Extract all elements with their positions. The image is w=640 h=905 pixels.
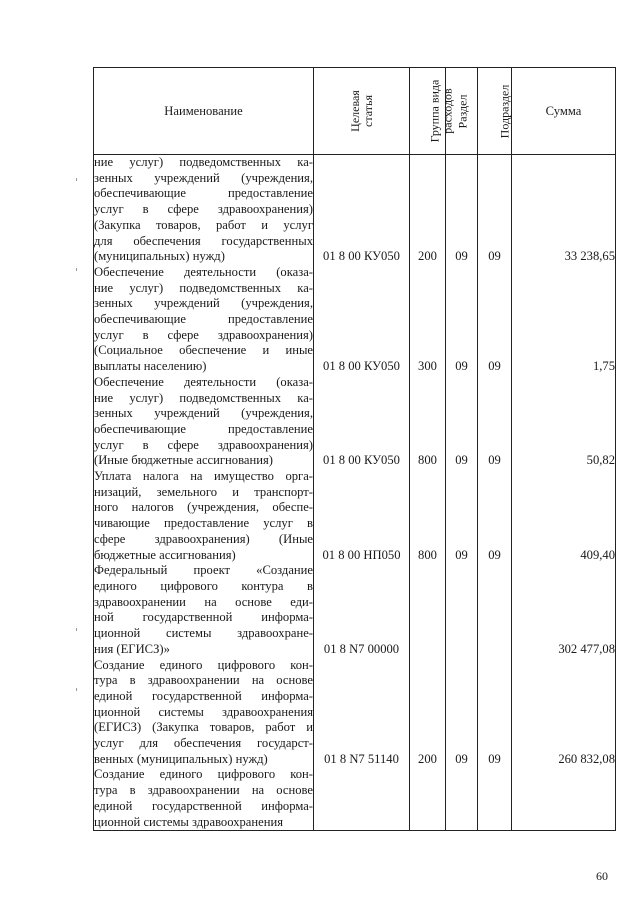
row-amount: 33 238,65 [512,155,616,265]
scan-margin-mark [76,628,77,631]
row-name-line: (Иные бюджетные ассигнования) [94,453,273,468]
table-row [94,375,616,469]
row-amount: 1,75 [512,265,616,375]
row-section: 09 [446,155,478,265]
header-expense-group: Группа вида расходов [410,68,446,155]
row-amount: 50,82 [512,375,616,469]
row-section: 09 [446,658,478,768]
table-row [94,658,616,768]
row-name-line: (Закупка товаров, работ и услуг [94,217,313,232]
row-name [94,155,314,265]
row-amount: 409,40 [512,469,616,563]
table-row [94,265,616,375]
table-row [94,155,616,265]
row-amount [512,767,616,830]
table-row [94,563,616,657]
row-name-line: услуг для обеспечения государст- [94,736,313,751]
row-name-line: ционной системы здравоохранения [94,814,283,829]
row-expense-group: 800 [410,469,446,563]
row-target-article: 01 8 00 КУ050 [314,265,410,375]
row-name-line: обеспечивающие предоставление [94,312,313,327]
row-name [94,658,314,768]
table-row [94,469,616,563]
row-name-line: для обеспечения государственных [94,233,313,248]
row-name-line: (муниципальных) нужд) [94,249,225,264]
row-target-article [314,767,410,830]
row-name-line: Обеспечение деятельности (оказа- [94,264,313,279]
row-subsection [478,563,512,657]
row-name-line: единой государственной информа- [94,798,313,813]
row-name-line: Уплата налога на имущество орга- [94,469,313,484]
row-name-line: венных (муниципальных) нужд) [94,751,268,766]
row-subsection: 09 [478,155,512,265]
row-expense-group: 200 [410,658,446,768]
row-name-line: ной государственной информа- [94,610,313,625]
header-amount: Сумма [512,68,616,155]
budget-table [93,67,616,831]
row-section [446,767,478,830]
row-name-line: сфере здравоохранения) (Иные [94,531,313,546]
row-target-article: 01 8 N7 00000 [314,563,410,657]
row-name-line: Создание единого цифрового кон- [94,767,313,782]
row-target-article: 01 8 00 НП050 [314,469,410,563]
row-name [94,563,314,657]
row-name-line: обеспечивающие предоставление [94,421,313,436]
row-amount: 302 477,08 [512,563,616,657]
row-name-line: ного налогов (учреждения, обеспе- [94,500,313,515]
row-name-line: Федеральный проект «Создание [94,563,313,578]
row-expense-group: 200 [410,155,446,265]
row-name-line: (ЕГИСЗ) (Закупка товаров, работ и [94,720,313,735]
row-target-article: 01 8 00 КУ050 [314,155,410,265]
row-name [94,469,314,563]
row-name [94,375,314,469]
header-target-article: Целевая статья [314,68,410,155]
row-subsection: 09 [478,658,512,768]
row-subsection: 09 [478,469,512,563]
row-target-article: 01 8 00 КУ050 [314,375,410,469]
table-header-row [94,68,616,155]
row-name-line: чивающие предоставление услуг в [94,516,313,531]
row-expense-group: 300 [410,265,446,375]
row-name-line: тура в здравоохранении на основе [94,783,313,798]
row-name-line: ния (ЕГИСЗ)» [94,641,170,656]
table-row [94,767,616,830]
row-name-line: здравоохранении на основе еди- [94,594,313,609]
row-section: 09 [446,469,478,563]
row-name [94,265,314,375]
row-name-line: (Социальное обеспечение и иные [94,343,313,358]
row-amount: 260 832,08 [512,658,616,768]
row-name-line: ние услуг) подведомственных ка- [94,390,313,405]
row-name-line: услуг в сфере здравоохранения) [94,437,313,452]
row-expense-group [410,767,446,830]
row-name-line: Создание единого цифрового кон- [94,657,313,672]
row-name-line: услуг в сфере здравоохранения) [94,327,313,342]
row-name-line: тура в здравоохранении на основе [94,673,313,688]
row-name-line: единой государственной информа- [94,688,313,703]
row-expense-group [410,563,446,657]
row-name-line: обеспечивающие предоставление [94,186,313,201]
row-subsection: 09 [478,375,512,469]
row-name-line: выплаты населению) [94,359,207,374]
page-number: 60 [596,869,608,883]
row-name-line: зенных учреждений (учреждения, [94,406,313,421]
row-name-line: зенных учреждений (учреждения, [94,170,313,185]
header-subsection: Подраздел [478,68,512,155]
row-section: 09 [446,375,478,469]
row-name-line: единого цифрового контура в [94,578,313,593]
row-subsection [478,767,512,830]
row-name-line: ционной системы здравоохранения [94,704,313,719]
row-name [94,767,314,830]
row-name-line: ционной системы здравоохране- [94,626,313,641]
row-section [446,563,478,657]
scan-margin-mark [76,268,77,271]
row-name-line: бюджетные ассигнования) [94,547,236,562]
row-name-line: Обеспечение деятельности (оказа- [94,374,313,389]
row-name-line: зенных учреждений (учреждения, [94,296,313,311]
row-section: 09 [446,265,478,375]
header-name: Наименование [94,68,314,155]
row-name-line: услуг в сфере здравоохранения) [94,202,313,217]
row-target-article: 01 8 N7 51140 [314,658,410,768]
scan-margin-mark [76,688,77,691]
row-subsection: 09 [478,265,512,375]
row-expense-group: 800 [410,375,446,469]
scan-margin-mark [76,178,77,181]
row-name-line: ние услуг) подведомственных ка- [94,155,313,169]
row-name-line: ние услуг) подведомственных ка- [94,280,313,295]
header-section: Раздел [446,68,478,155]
row-name-line: низаций, земельного и транспорт- [94,484,313,499]
